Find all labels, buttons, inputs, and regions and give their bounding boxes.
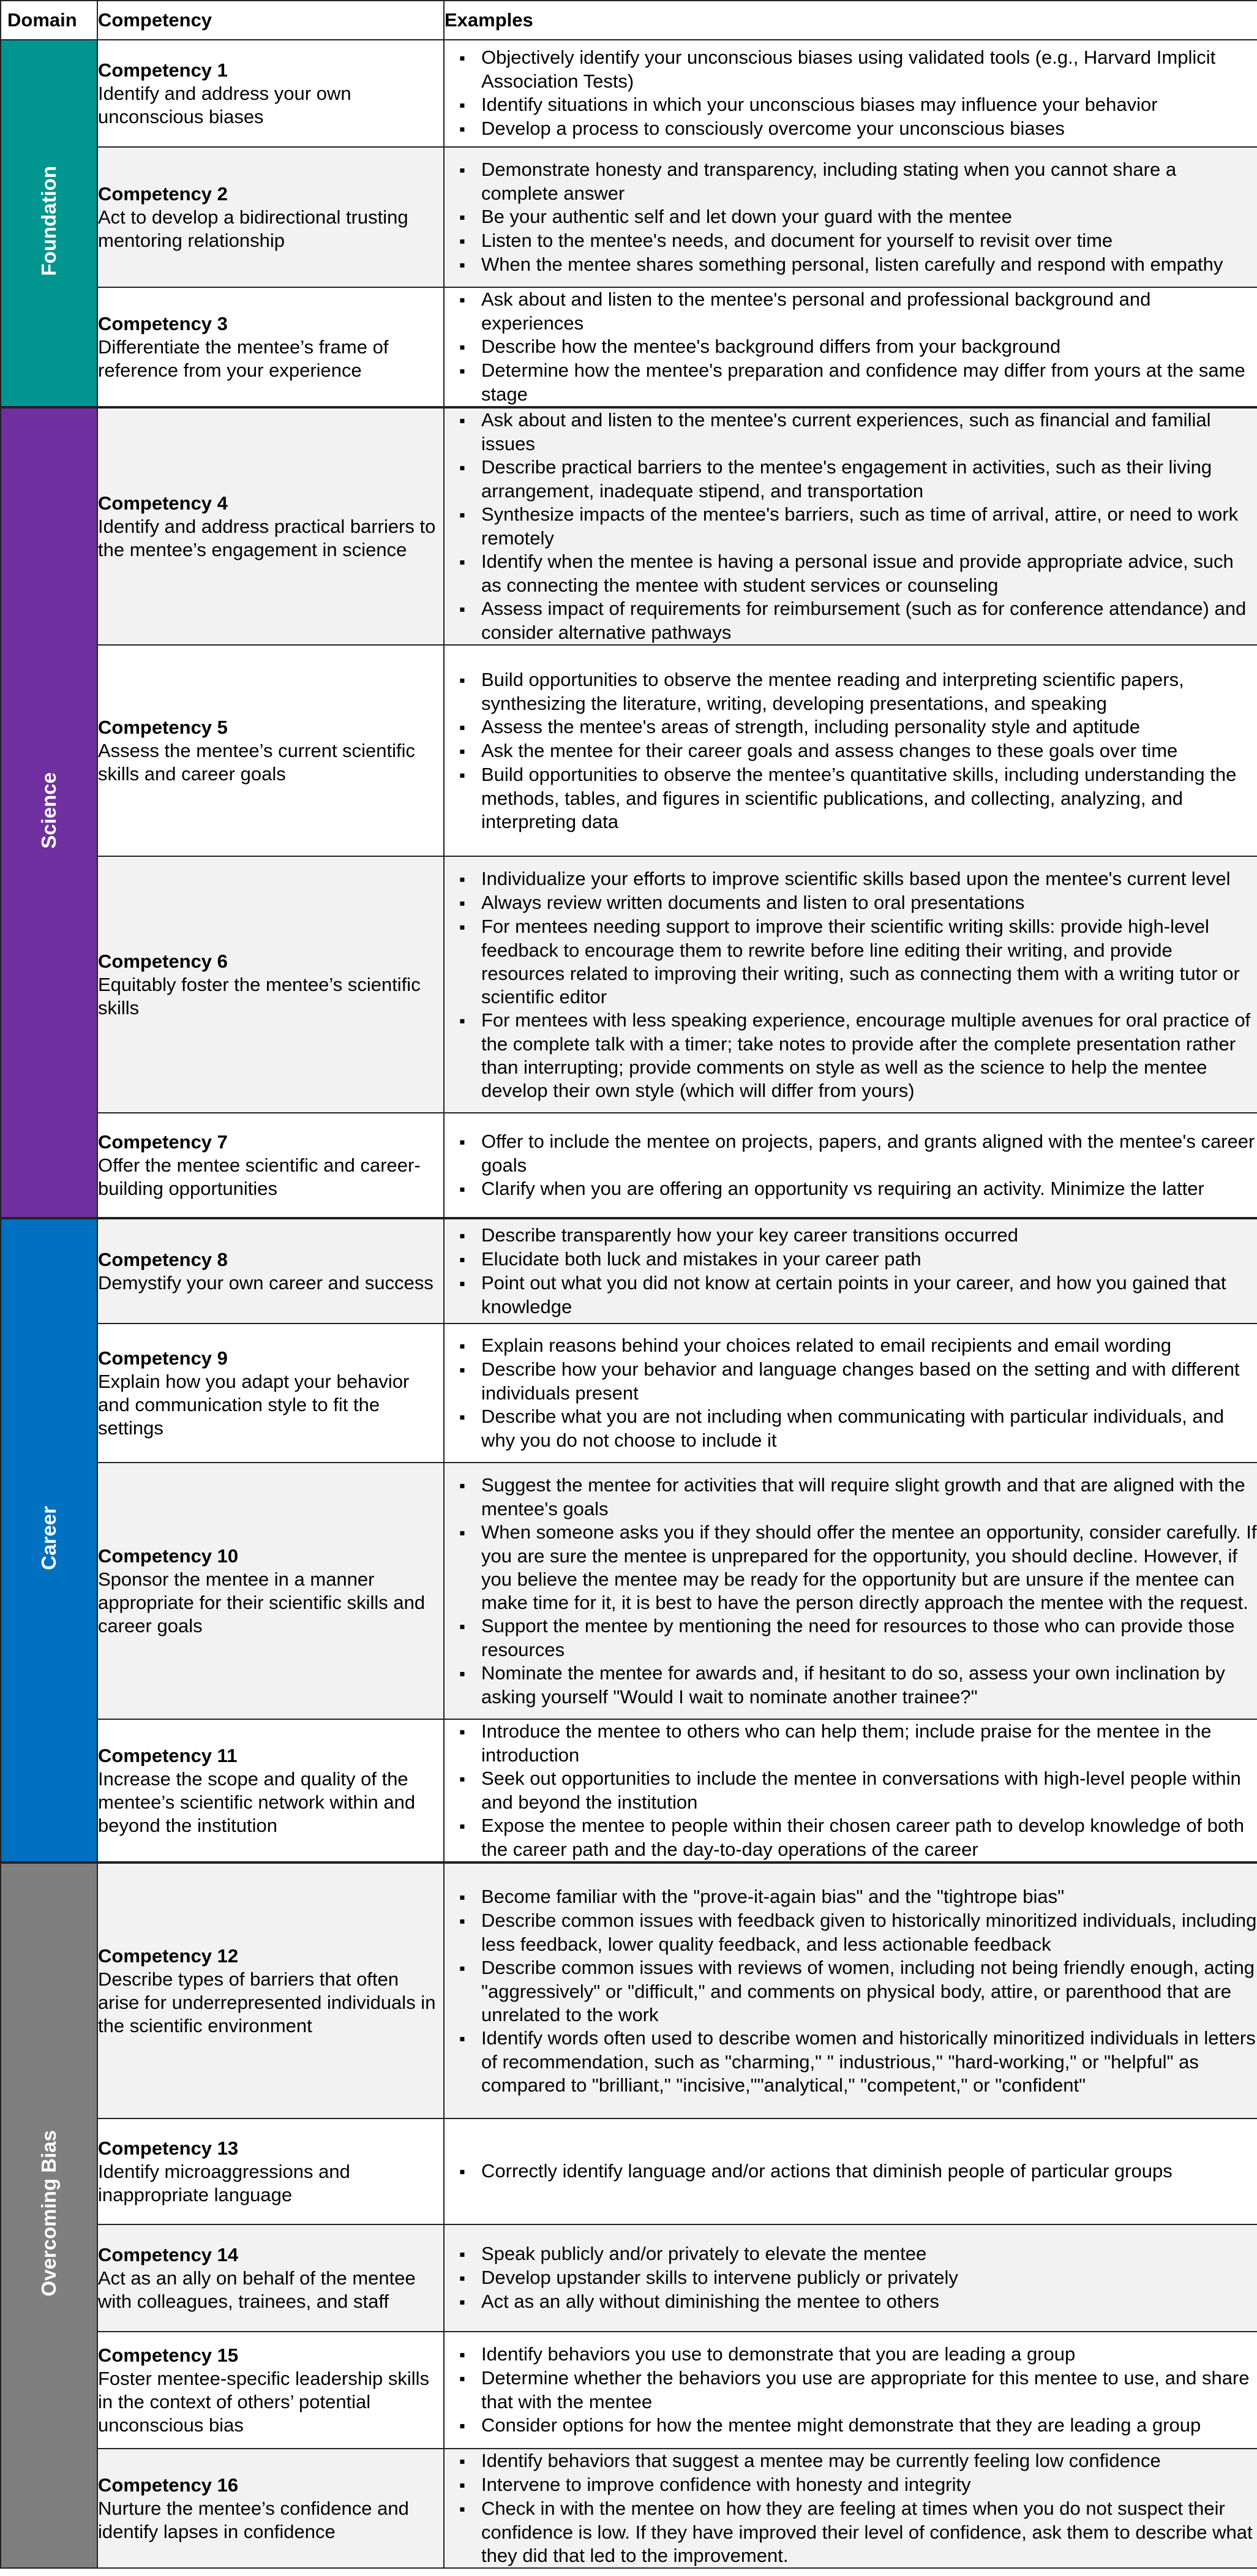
competency-cell [97, 1463, 444, 1719]
competency-title: Competency 15 [98, 2344, 239, 2366]
example-item: ▪ When someone asks you if they should offer the mentee an opportunity, consider carefully. If you are sure the mentee is unprepared for the opportunity, you should decline. However, if you believe the mentee may be ready for the opportunity but are unsure if the mentee can make time for it, it is best to have the person directly approach the mentee with the request. [445, 1521, 1257, 1614]
table-row [1, 856, 1257, 1113]
example-item: ▪ Develop upstander skills to intervene publicly or privately [445, 2266, 1257, 2290]
domain-cell-science [1, 407, 97, 1218]
competency-description: Equitably foster the mentee’s scientific skills [98, 973, 421, 1019]
table-row [1, 1218, 1257, 1324]
competency-title: Competency 4 [98, 492, 228, 514]
example-item: ▪ Speak publicly and/or privately to elevate the mentee [445, 2242, 1257, 2266]
examples-cell [444, 407, 1257, 645]
example-item: ▪ Describe practical barriers to the mentee's engagement in activities, such as their living arrangement, inadequate stipend, and transportation [445, 456, 1257, 503]
example-item: ▪ Nominate the mentee for awards and, if hesitant to do so, assess your own inclination by asking yourself "Would I wait to nominate another trainee?" [445, 1662, 1257, 1709]
examples-cell [444, 1113, 1257, 1218]
example-item: ▪ Ask about and listen to the mentee's personal and professional background and experiences [445, 288, 1257, 335]
competency-cell [97, 645, 444, 856]
examples-cell [444, 147, 1257, 287]
competency-cell [97, 2118, 444, 2224]
example-item: ▪ Identify when the mentee is having a personal issue and provide appropriate advice, such as connecting the mentee with student services or counseling [445, 550, 1257, 597]
competency-title: Competency 11 [98, 1744, 238, 1766]
examples-cell [444, 1862, 1257, 2118]
competency-title: Competency 9 [98, 1347, 228, 1369]
examples-list [445, 409, 1257, 644]
example-item: ▪ For mentees with less speaking experience, encourage multiple avenues for oral practice of the complete talk with a timer; take notes to provide after the complete presentation rather than interrupting; provide comments on style as well as the science to help the mentee develop their own style (which will differ from yours) [445, 1009, 1257, 1102]
example-item: ▪ Support the mentee by mentioning the need for resources to those who can provide those resources [445, 1614, 1257, 1662]
table-row [1, 407, 1257, 645]
example-item: ▪ When the mentee shares something personal, listen carefully and respond with empathy [445, 253, 1257, 277]
examples-list [445, 2160, 1257, 2183]
competency-cell [97, 147, 444, 287]
competency-title: Competency 16 [98, 2474, 239, 2496]
domain-label: Career [37, 1505, 60, 1570]
example-item: ▪ For mentees needing support to improve their scientific writing skills: provide high-level feedback to encourage them to rewrite before line editing their writing, and provide resources related to improving their writing, such as connecting them with a writing tutor or scientific editor [445, 915, 1257, 1009]
competency-cell [97, 287, 444, 407]
examples-list [445, 1224, 1257, 1319]
examples-list [445, 1474, 1257, 1709]
example-item: ▪ Assess impact of requirements for reimbursement (such as for conference attendance) and consider alternative pathways [445, 597, 1257, 644]
examples-cell [444, 1324, 1257, 1463]
table-row [1, 645, 1257, 856]
table-row [1, 1324, 1257, 1463]
example-item: ▪ Demonstrate honesty and transparency, including stating when you cannot share a complete answer [445, 158, 1257, 205]
example-item: ▪ Develop a process to consciously overcome your unconscious biases [445, 117, 1257, 141]
domain-cell-career [1, 1218, 97, 1862]
example-item: ▪ Point out what you did not know at certain points in your career, and how you gained that knowledge [445, 1271, 1257, 1319]
example-item: ▪ Consider options for how the mentee might demonstrate that they are leading a group [445, 2414, 1257, 2438]
example-item: ▪ Seek out opportunities to include the mentee in conversations with high-level people within and beyond the institution [445, 1767, 1257, 1814]
examples-cell [444, 1463, 1257, 1719]
example-item: ▪ Suggest the mentee for activities that will require slight growth and that are aligned with the mentee's goals [445, 1474, 1257, 1521]
example-item: ▪ Describe transparently how your key career transitions occurred [445, 1224, 1257, 1248]
table-row [1, 147, 1257, 287]
table-row [1, 1719, 1257, 1862]
example-item: ▪ Describe common issues with reviews of women, including not being friendly enough, acting "aggressively" or "difficult," and comments on physical body, attire, or parenthood that are unrelated to the work [445, 1956, 1257, 2027]
competency-cell [97, 856, 444, 1113]
header-domain: Domain [1, 1, 97, 40]
competency-title: Competency 6 [98, 950, 228, 972]
example-item: ▪ Listen to the mentee's needs, and document for yourself to revisit over time [445, 229, 1257, 253]
competency-title: Competency 3 [98, 312, 228, 334]
example-item: ▪ Describe how your behavior and language changes based on the setting and with different individuals present [445, 1358, 1257, 1405]
table-row [1, 1463, 1257, 1719]
competency-description: Act to develop a bidirectional trusting mentoring relationship [98, 206, 408, 251]
competency-description: Offer the mentee scientific and career-building opportunities [98, 1154, 421, 1199]
example-item: ▪ Identify words often used to describe women and historically minoritized individuals in letters of recommendation, such as "charming," " industrious," "hard-working," or "helpful" as compared to "brilliant," "incisive,""analytical," "competent," or "confident" [445, 2027, 1257, 2097]
table-row [1, 2224, 1257, 2332]
domain-label: Science [37, 772, 60, 849]
example-item: ▪ Describe what you are not including when communicating with particular individuals, and why you do not choose to include it [445, 1405, 1257, 1452]
example-item: ▪ Ask about and listen to the mentee's current experiences, such as financial and familial issues [445, 409, 1257, 456]
competency-description: Explain how you adapt your behavior and communication style to fit the settings [98, 1370, 410, 1439]
examples-list [445, 1720, 1257, 1861]
competency-title: Competency 5 [98, 716, 228, 738]
example-item: ▪ Ask the mentee for their career goals and assess changes to these goals over time [445, 739, 1257, 763]
competency-description: Assess the mentee’s current scientific skills and career goals [98, 739, 416, 785]
example-item: ▪ Introduce the mentee to others who can help them; include praise for the mentee in the introduction [445, 1720, 1257, 1767]
competency-description: Identify and address your own unconscious biases [98, 82, 351, 127]
header-examples: Examples [444, 1, 1257, 40]
competency-title: Competency 10 [98, 1545, 239, 1567]
examples-list [445, 158, 1257, 277]
examples-list [445, 2242, 1257, 2314]
examples-cell [444, 2118, 1257, 2224]
table-row [1, 1862, 1257, 2118]
example-item: ▪ Describe common issues with feedback given to historically minoritized individuals, including less feedback, lower quality feedback, and less actionable feedback [445, 1909, 1257, 1956]
examples-list [445, 2449, 1257, 2567]
examples-cell [444, 2449, 1257, 2568]
example-item: ▪ Build opportunities to observe the mentee reading and interpreting scientific papers, synthesizing the literature, writing, developing presentations, and speaking [445, 668, 1257, 715]
table-row [1, 2449, 1257, 2568]
example-item: ▪ Individualize your efforts to improve scientific skills based upon the mentee's current level [445, 867, 1257, 891]
examples-list [445, 1334, 1257, 1452]
table-row [1, 287, 1257, 407]
example-item: ▪ Clarify when you are offering an opportunity vs requiring an activity. Minimize the latter [445, 1177, 1257, 1201]
examples-list [445, 1130, 1257, 1201]
example-item: ▪ Build opportunities to observe the mentee’s quantitative skills, including understanding the methods, tables, and figures in scientific publications, and collecting, analyzing, and interpreting data [445, 763, 1257, 834]
example-item: ▪ Determine how the mentee's preparation and confidence may differ from yours at the same stage [445, 359, 1257, 406]
example-item: ▪ Explain reasons behind your choices related to email recipients and email wording [445, 1334, 1257, 1358]
example-item: ▪ Elucidate both luck and mistakes in your career path [445, 1248, 1257, 1271]
table-row [1, 40, 1257, 147]
example-item: ▪ Be your authentic self and let down your guard with the mentee [445, 205, 1257, 229]
competency-description: Describe types of barriers that often arise for underrepresented individuals in the scientific environment [98, 1968, 436, 2036]
example-item: ▪ Identify behaviors that suggest a mentee may be currently feeling low confidence [445, 2449, 1257, 2473]
competency-title: Competency 13 [98, 2137, 239, 2159]
examples-cell [444, 1719, 1257, 1862]
example-item: ▪ Correctly identify language and/or actions that diminish people of particular groups [445, 2160, 1257, 2183]
competency-description: Demystify your own career and success [98, 1271, 433, 1294]
examples-list [445, 288, 1257, 406]
domain-label: Foundation [37, 165, 60, 276]
example-item: ▪ Intervene to improve confidence with honesty and integrity [445, 2473, 1257, 2497]
example-item: ▪ Objectively identify your unconscious biases using validated tools (e.g., Harvard Implicit Association Tests) [445, 46, 1257, 93]
examples-cell [444, 287, 1257, 407]
example-item: ▪ Synthesize impacts of the mentee's barriers, such as time of arrival, attire, or need to work remotely [445, 503, 1257, 550]
table-row [1, 1113, 1257, 1218]
competency-title: Competency 14 [98, 2243, 239, 2265]
examples-cell [444, 1218, 1257, 1324]
examples-cell [444, 856, 1257, 1113]
competency-description: Sponsor the mentee in a manner appropriate for their scientific skills and career goals [98, 1568, 426, 1636]
examples-list [445, 2343, 1257, 2438]
competency-cell [97, 2449, 444, 2568]
example-item: ▪ Always review written documents and listen to oral presentations [445, 891, 1257, 915]
competency-cell [97, 2224, 444, 2332]
competency-cell [97, 2332, 444, 2449]
competency-description: Identify and address practical barriers to the mentee’s engagement in science [98, 515, 436, 560]
example-item: ▪ Check in with the mentee on how they are feeling at times when you do not suspect their confidence is low. If they have improved their level of confidence, ask them to describe what they did that led to the improvement. [445, 2497, 1257, 2567]
competency-description: Act as an ally on behalf of the mentee with colleagues, trainees, and staff [98, 2267, 416, 2312]
table-row [1, 2332, 1257, 2449]
competency-title: Competency 7 [98, 1131, 228, 1153]
domain-label: Overcoming Bias [37, 2130, 60, 2297]
example-item: ▪ Describe how the mentee's background differs from your background [445, 335, 1257, 359]
examples-cell [444, 645, 1257, 856]
competency-cell [97, 407, 444, 645]
examples-list [445, 867, 1257, 1102]
examples-list [445, 668, 1257, 834]
competency-cell [97, 1218, 444, 1324]
table-row [1, 2118, 1257, 2224]
header-row [1, 1, 1257, 40]
example-item: ▪ Determine whether the behaviors you use are appropriate for this mentee to use, and share that with the mentee [445, 2367, 1257, 2414]
competency-title: Competency 12 [98, 1945, 239, 1967]
competency-title: Competency 8 [98, 1248, 228, 1270]
header-competency: Competency [97, 1, 444, 40]
competency-description: Identify microaggressions and inappropriate language [98, 2160, 350, 2205]
competency-cell [97, 1324, 444, 1463]
example-item: ▪ Expose the mentee to people within their chosen career path to develop knowledge of both the career path and the day-to-day operations of the career [445, 1814, 1257, 1861]
example-item: ▪ Offer to include the mentee on projects, papers, and grants aligned with the mentee's career goals [445, 1130, 1257, 1177]
example-item: ▪ Act as an ally without diminishing the mentee to others [445, 2290, 1257, 2314]
competency-title: Competency 2 [98, 183, 228, 205]
competency-cell [97, 1113, 444, 1218]
examples-cell [444, 40, 1257, 147]
competency-description: Foster mentee-specific leadership skills in the context of others’ potential unconscious bias [98, 2367, 429, 2436]
domain-cell-overcoming-bias [1, 1862, 97, 2568]
competency-cell [97, 40, 444, 147]
competency-title: Competency 1 [98, 59, 228, 81]
competency-cell [97, 1719, 444, 1862]
example-item: ▪ Assess the mentee's areas of strength, including personality style and aptitude [445, 715, 1257, 739]
table-body [1, 40, 1257, 2568]
competency-description: Nurture the mentee’s confidence and identify lapses in confidence [98, 2497, 409, 2542]
examples-list [445, 46, 1257, 141]
examples-list [445, 1885, 1257, 2097]
example-item: ▪ Identify behaviors you use to demonstrate that you are leading a group [445, 2343, 1257, 2367]
competency-cell [97, 1862, 444, 2118]
examples-cell [444, 2332, 1257, 2449]
competency-description: Increase the scope and quality of the mentee’s scientific network within and beyond the institution [98, 1768, 416, 1836]
competency-description: Differentiate the mentee’s frame of reference from your experience [98, 336, 389, 381]
examples-cell [444, 2224, 1257, 2332]
example-item: ▪ Identify situations in which your unconscious biases may influence your behavior [445, 93, 1257, 117]
domain-cell-foundation [1, 40, 97, 407]
example-item: ▪ Become familiar with the "prove-it-again bias" and the "tightrope bias" [445, 1885, 1257, 1909]
